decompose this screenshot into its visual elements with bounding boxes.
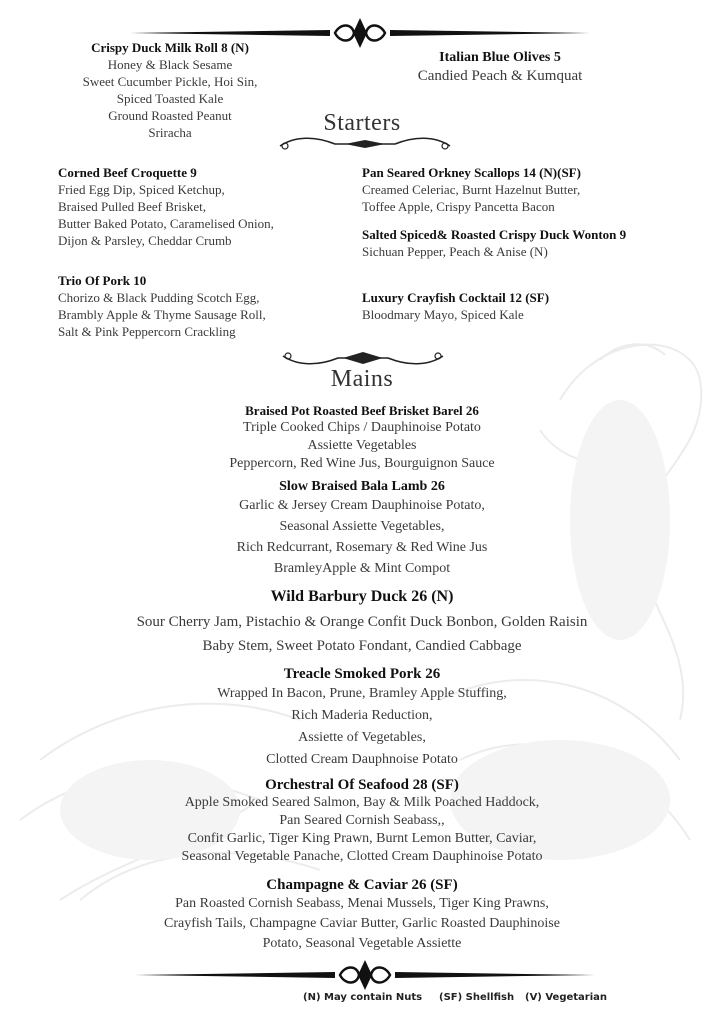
item-title: Trio Of Pork 10 [58, 273, 147, 288]
item-title: Braised Pot Roasted Beef Brisket Barel 26 [245, 403, 479, 418]
item-crayfish-cocktail [362, 290, 549, 323]
item-corned-beef-croquette [58, 165, 274, 249]
mains-ornament-icon [278, 348, 448, 368]
item-desc-line: Sriracha [148, 125, 192, 140]
item-title: Corned Beef Croquette 9 [58, 165, 197, 180]
item-trio-of-pork [58, 273, 266, 340]
item-desc-line: Triple Cooked Chips / Dauphinoise Potato [243, 420, 481, 435]
item-champagne-caviar [0, 877, 724, 954]
item-title: Salted Spiced& Roasted Crispy Duck Wonton 9 [362, 227, 627, 242]
item-orchestral-seafood [0, 777, 724, 866]
item-desc-line: Assiette Vegetables [307, 438, 417, 453]
item-desc-line: Sweet Cucumber Pickle, Hoi Sin, [82, 74, 258, 89]
starters-ornament-icon [275, 134, 455, 154]
item-desc-line: Crayfish Tails, Champagne Caviar Butter, Garlic Roasted Dauphinoise [164, 916, 560, 931]
item-desc-line: Brambly Apple & Thyme Sausage Roll, [58, 307, 266, 322]
legend-vegetarian: (V) Vegetarian [525, 992, 608, 1003]
legend-shellfish: (SF) Shellfish [439, 992, 515, 1003]
item-desc-line: Honey & Black Sesame [107, 57, 233, 72]
item-desc-line: Apple Smoked Seared Salmon, Bay & Milk Poached Haddock, [184, 795, 540, 810]
item-desc-line: Braised Pulled Beef Brisket, [58, 199, 207, 214]
item-title: Luxury Crayfish Cocktail 12 (SF) [362, 290, 550, 305]
item-desc-line: Sichuan Pepper, Peach & Anise (N) [362, 244, 548, 259]
item-desc-line: Seasonal Assiette Vegetables, [279, 519, 445, 534]
item-desc: Candied Peach & Kumquat [417, 68, 583, 84]
bottom-ornament-divider-icon [135, 960, 595, 990]
section-title-mains: Mains [330, 366, 394, 392]
item-desc-line: Rich Maderia Reduction, [291, 708, 433, 723]
item-desc-line: BramleyApple & Mint Compot [273, 561, 451, 576]
item-title: Pan Seared Orkney Scallops 14 (N)(SF) [362, 165, 581, 180]
item-bala-lamb [0, 479, 724, 579]
item-desc-line: Bloodmary Mayo, Spiced Kale [362, 307, 524, 322]
item-title: Treacle Smoked Pork 26 [283, 666, 441, 682]
item-title: Orchestral Of Seafood 28 (SF) [265, 777, 459, 793]
item-treacle-smoked-pork [0, 666, 724, 771]
item-desc-line: Salt & Pink Peppercorn Crackling [58, 324, 236, 339]
item-desc-line: Assiette of Vegetables, [298, 730, 426, 745]
item-desc-line: Confit Garlic, Tiger King Prawn, Burnt Lemon Butter, Caviar, [187, 831, 537, 846]
item-desc-line: Garlic & Jersey Cream Dauphinoise Potato, [239, 498, 485, 513]
item-desc-line: Peppercorn, Red Wine Jus, Bourguignon Sauce [229, 456, 495, 471]
item-title: Crispy Duck Milk Roll 8 (N) [91, 40, 249, 55]
item-desc-line: Sour Cherry Jam, Pistachio & Orange Confit Duck Bonbon, Golden Raisin [136, 614, 588, 630]
item-desc-line: Clotted Cream Dauphnoise Potato [266, 752, 458, 767]
section-title-starters: Starters [323, 110, 401, 136]
item-title: Italian Blue Olives 5 [439, 50, 561, 65]
item-desc-line: Dijon & Parsley, Cheddar Crumb [58, 233, 232, 248]
item-title: Wild Barbury Duck 26 (N) [270, 588, 454, 605]
item-desc-line: Toffee Apple, Crispy Pancetta Bacon [362, 199, 555, 214]
item-desc-line: Rich Redcurrant, Rosemary & Red Wine Jus [236, 540, 488, 555]
item-desc-line: Spiced Toasted Kale [116, 91, 224, 106]
item-desc-line: Creamed Celeriac, Burnt Hazelnut Butter, [362, 182, 581, 197]
item-barbury-duck [0, 588, 724, 658]
item-desc-line: Fried Egg Dip, Spiced Ketchup, [58, 182, 225, 197]
item-desc-line: Wrapped In Bacon, Prune, Bramley Apple Stuffing, [217, 686, 507, 701]
item-title: Slow Braised Bala Lamb 26 [279, 479, 445, 494]
item-desc-line: Potato, Seasonal Vegetable Assiette [262, 936, 462, 951]
item-desc-line: Baby Stem, Sweet Potato Fondant, Candied Cabbage [202, 638, 522, 654]
legend-nuts: (N) May contain Nuts [303, 992, 423, 1003]
item-orkney-scallops [362, 165, 581, 215]
item-desc-line: Butter Baked Potato, Caramelised Onion, [58, 216, 274, 231]
item-title: Champagne & Caviar 26 (SF) [266, 877, 458, 893]
item-desc-line: Pan Seared Cornish Seabass,, [279, 813, 445, 828]
item-desc-line: Ground Roasted Peanut [108, 108, 232, 123]
item-desc-line: Chorizo & Black Pudding Scotch Egg, [58, 290, 260, 305]
item-duck-wonton [362, 227, 626, 260]
item-beef-brisket [0, 403, 724, 473]
item-desc-line: Seasonal Vegetable Panache, Clotted Cream Dauphinoise Potato [181, 849, 543, 864]
item-italian-blue-olives [380, 50, 620, 86]
item-desc-line: Pan Roasted Cornish Seabass, Menai Mussels, Tiger King Prawns, [175, 896, 549, 911]
